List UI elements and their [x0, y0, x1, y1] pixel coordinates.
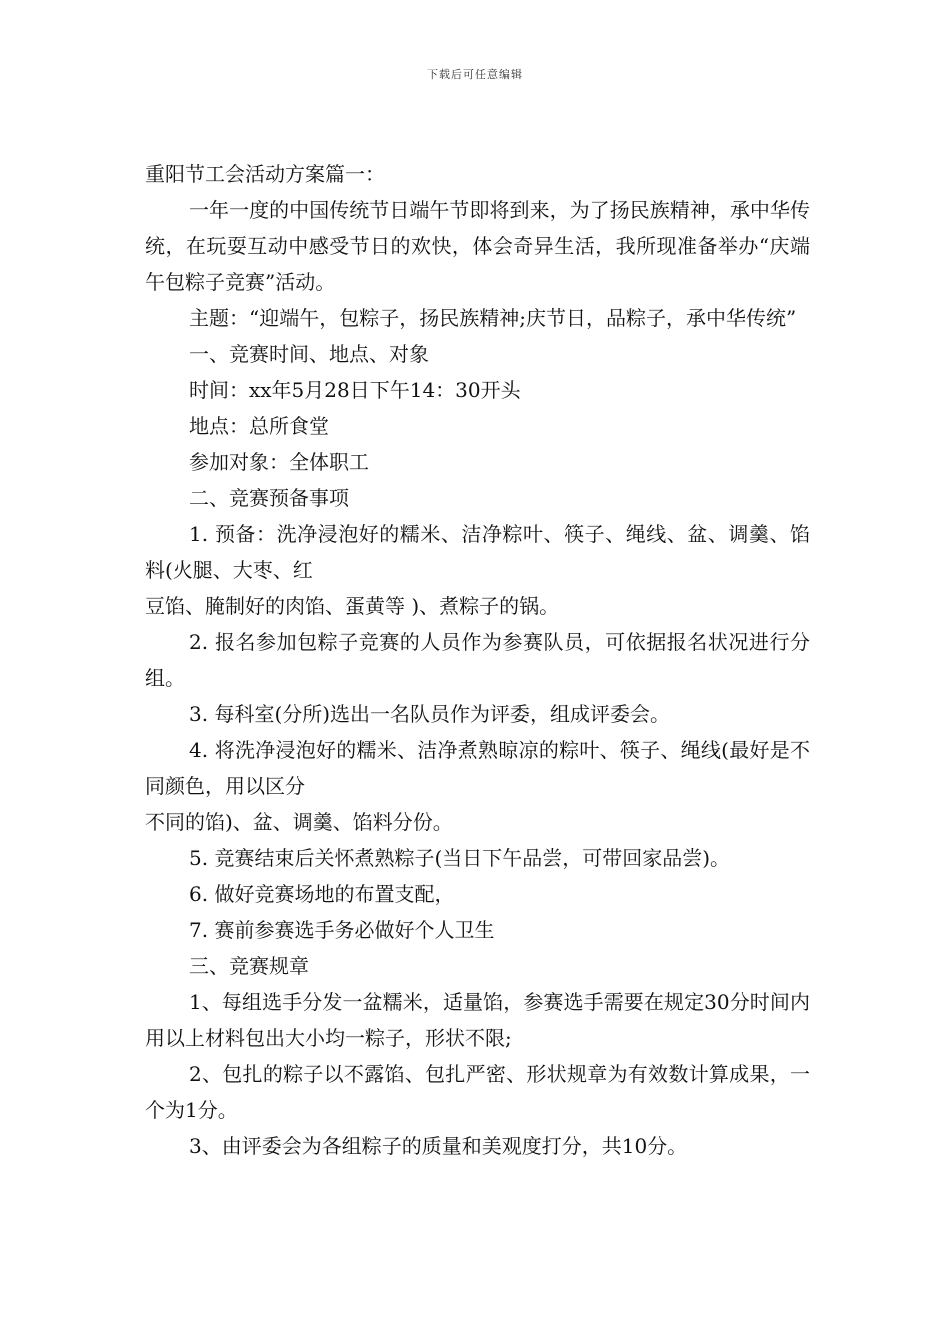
section-heading-2: 二、竞赛预备事项 — [189, 486, 349, 510]
list-item-4: 4. 将洗净浸泡好的糯米、洁净煮熟晾凉的粽叶、筷子、绳线(最好是不同颜色，用以区分 — [145, 738, 810, 798]
list-item-3: 3. 每科室(分所)选出一名队员作为评委，组成评委会。 — [189, 702, 671, 726]
document-body — [145, 156, 810, 1164]
list-item-6: 6. 做好竞赛场地的布置支配， — [189, 882, 455, 906]
list-item-5: 5. 竞赛结束后关怀煮熟粽子(当日下午品尝，可带回家品尝)。 — [189, 846, 731, 870]
list-item-1-continued: 豆馅、腌制好的肉馅、蛋黄等 )、煮粽子的锅。 — [145, 594, 560, 618]
paragraph-intro: 一年一度的中国传统节日端午节即将到来，为了扬民族精神，承中华传统，在玩耍互动中感受节日的欢快，体会奇异生活，我所现准备举办“庆端午包粽子竞赛”活动。 — [145, 198, 810, 294]
paragraph-theme: 主题：“迎端午，包粽子，扬民族精神;庆节日，品粽子，承中华传统” — [189, 306, 797, 330]
list-item-7: 7. 赛前参赛选手务必做好个人卫生 — [189, 918, 495, 942]
paragraph-location: 地点：总所食堂 — [189, 414, 329, 438]
list-item-2: 2. 报名参加包粽子竞赛的人员作为参赛队员，可依据报名状况进行分组。 — [145, 630, 810, 690]
page-header-note: 下载后可任意编辑 — [427, 68, 523, 81]
rule-item-2: 2、包扎的粽子以不露馅、包扎严密、形状规章为有效数计算成果，一个为1分。 — [145, 1062, 810, 1122]
rule-item-3: 3、由评委会为各组粽子的质量和美观度打分，共10分。 — [189, 1134, 688, 1158]
list-item-1: 1. 预备：洗净浸泡好的糯米、洁净粽叶、筷子、绳线、盆、调羹、馅料(火腿、大枣、红 — [145, 522, 810, 582]
paragraph-time: 时间：xx年5月28日下午14：30开头 — [189, 378, 521, 402]
section-heading-3: 三、竞赛规章 — [189, 954, 309, 978]
document-title: 重阳节工会活动方案篇一： — [145, 162, 385, 186]
list-item-4-continued: 不同的馅)、盆、调羹、馅料分份。 — [145, 810, 453, 834]
rule-item-1: 1、每组选手分发一盆糯米，适量馅，参赛选手需要在规定30分时间内用以上材料包出大小均一粽子，形状不限; — [145, 990, 810, 1050]
paragraph-participants: 参加对象：全体职工 — [189, 450, 369, 474]
section-heading-1: 一、竞赛时间、地点、对象 — [189, 342, 429, 366]
